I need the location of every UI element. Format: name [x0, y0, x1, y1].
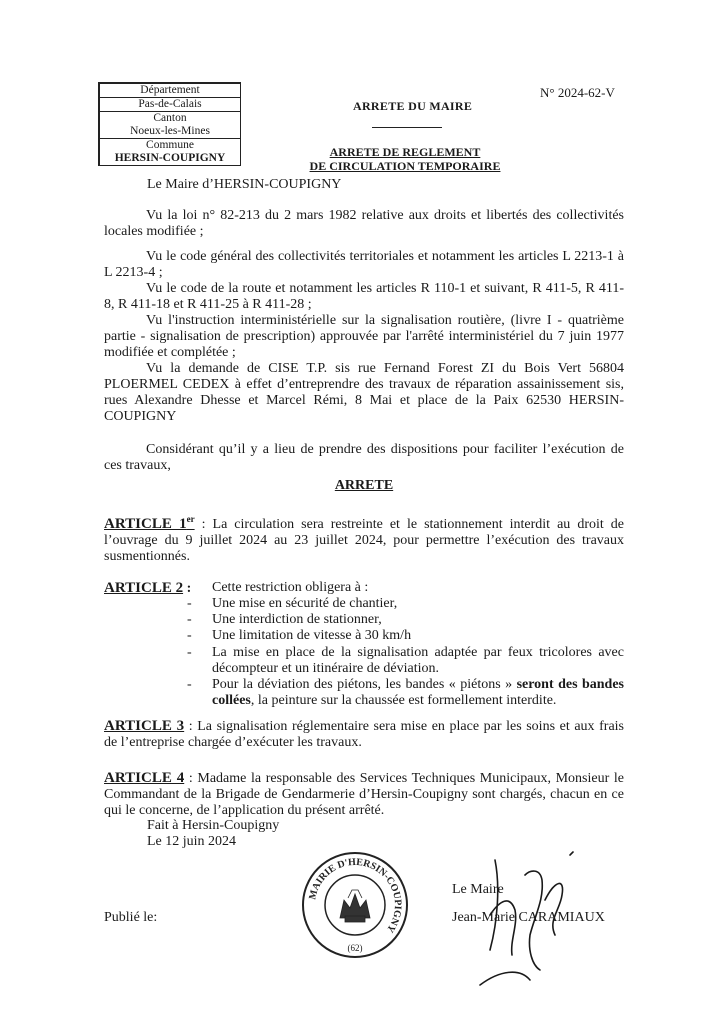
signature-scribble: [470, 840, 620, 990]
mayor-name: Jean-Marie CARAMIAUX: [452, 910, 605, 925]
title-divider: [372, 127, 442, 128]
header-box: [98, 82, 241, 166]
subtitle-line-2: DE CIRCULATION TEMPORAIRE: [309, 159, 501, 173]
arrete-heading: ARRETE: [334, 478, 394, 493]
article-1: [104, 511, 624, 565]
date-line: Le 12 juin 2024: [147, 834, 237, 849]
considerant: Considérant qu’il y a lieu de prendre des dispositions pour faciliter l’exécution de ces travaux,: [104, 442, 624, 473]
list-item: - Une mise en sécurité de chantier,: [187, 596, 398, 611]
visa-5: Vu la demande de CISE T.P. sis rue Fernand Forest ZI du Bois Vert 56804 PLOERMEL CEDEX à effet d’entreprendre des travaux de réparation assainissement sis, rues Alexandre Dhesse et Marcel Rémi, 8 Mai et place de la Paix 62530 HERSIN-COUPIGNY: [104, 361, 624, 424]
reference-number: N° 2024-62-V: [540, 85, 615, 100]
seal-text: MAIRIE D'HERSIN-COUPIGNY: [307, 856, 404, 935]
bold-phrase: seront des bandes collées: [212, 677, 624, 708]
place-line: Fait à Hersin-Coupigny: [147, 818, 280, 833]
list-item: - Une limitation de vitesse à 30 km/h: [187, 628, 412, 643]
departement-value: Pas-de-Calais: [100, 98, 240, 112]
list-item: - La mise en place de la signalisation adaptée par feux tricolores avec décompteur et un itinéraire de déviation.: [187, 645, 624, 676]
subtitle-line-1: ARRETE DE REGLEMENT: [329, 145, 481, 159]
issuer-line: Le Maire d’HERSIN-COUPIGNY: [147, 177, 342, 192]
visa-3: Vu le code de la route et notamment les articles R 110-1 et suivant, R 411-5, R 411-8, R 411-18 et R 411-25 à R 411-28 ;: [104, 281, 624, 312]
article-1-label: ARTICLE 1er: [104, 514, 195, 532]
article-2-label: ARTICLE 2 :: [104, 580, 192, 596]
article-2-intro: Cette restriction obligera à :: [212, 580, 369, 595]
article-4-label: ARTICLE 4: [104, 770, 185, 786]
visa-4: Vu l'instruction interministérielle sur la signalisation routière, (livre I - quatrième partie - signalisation de prescription) approuvée par l'arrêté interministériel du 7 juin 1977 modifiée et complétée ;: [104, 313, 624, 360]
article-3: [104, 718, 624, 751]
municipal-seal: [300, 850, 410, 960]
visa-2: Vu le code général des collectivités territoriales et notamment les articles L 2213-1 à L 2213-4 ;: [104, 249, 624, 280]
seal-code: (62): [347, 943, 363, 953]
list-item: - Une interdiction de stationner,: [187, 612, 382, 627]
article-4: [104, 770, 624, 819]
article-4-text: : Madame la responsable des Services Techniques Municipaux, Monsieur le Commandant de la Brigade de Gendarmerie d’Hersin-Coupigny sont chargés, chacun en ce qui le concerne, de l’application du présent arrêté.: [104, 771, 624, 818]
article-1-text: : La circulation sera restreinte et le stationnement interdit au droit de l’ouvrage du 9 juillet 2024 au 23 juillet 2024, pour permettre l’exécution des travaux susmentionnés.: [104, 517, 624, 564]
article-3-label: ARTICLE 3: [104, 718, 185, 734]
published-label: Publié le:: [104, 910, 158, 925]
commune-label: Commune: [146, 139, 194, 151]
commune-value: HERSIN-COUPIGNY: [114, 152, 226, 164]
document-title: ARRETE DU MAIRE: [353, 99, 473, 113]
article-1-sup: er: [186, 514, 195, 524]
visa-1: Vu la loi n° 82-213 du 2 mars 1982 relative aux droits et libertés des collectivités locales modifiée ;: [104, 208, 624, 239]
list-item: - Pour la déviation des piétons, les bandes « piétons » seront des bandes collées, la peinture sur la chaussée est formellement interdite.: [187, 677, 624, 708]
canton-label: Canton: [153, 112, 187, 124]
document-subtitle: [290, 145, 520, 173]
signature-title: Le Maire: [452, 882, 504, 897]
canton-value: Noeux-les-Mines: [100, 125, 240, 139]
departement-label: Département: [100, 84, 240, 98]
article-3-text: : La signalisation réglementaire sera mise en place par les soins et aux frais de l’entreprise chargée d’exécuter les travaux.: [104, 719, 624, 750]
